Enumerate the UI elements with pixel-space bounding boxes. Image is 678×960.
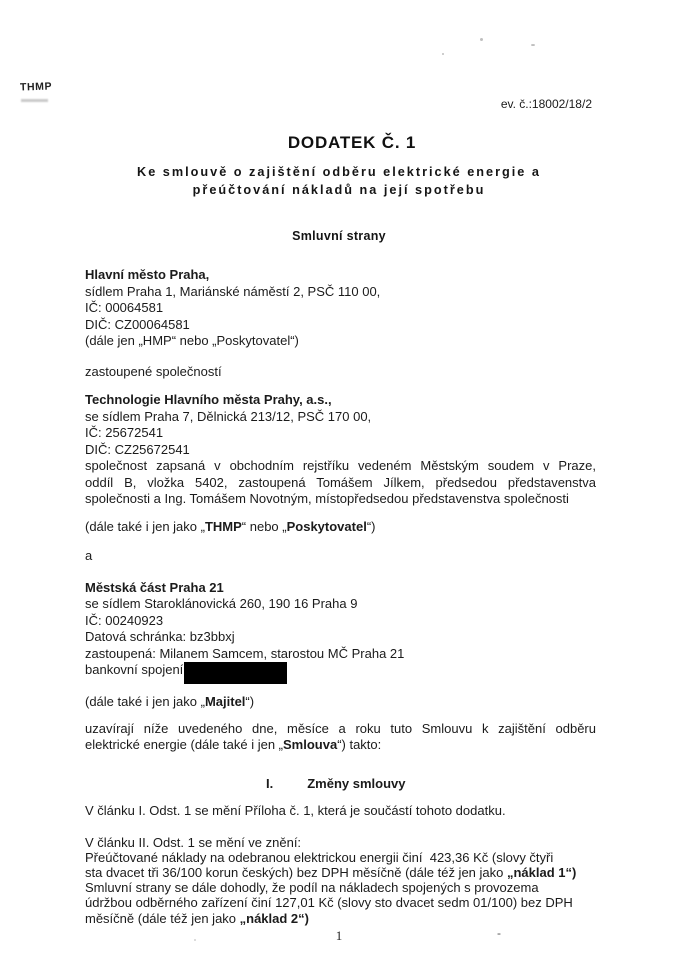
- party-hmp-alias: (dále jen „HMP“ nebo „Poskytovatel“): [85, 333, 299, 348]
- bold-segment: THMP: [204, 518, 242, 534]
- preamble-line1: uzavírají níže uvedeného dne, měsíce a roku tuto Smlouvu k zajištění odběru: [85, 720, 596, 736]
- article1-paragraph2-line4: Smluvní strany se dále dohodly, že podíl na nákladech spojených s provozema: [85, 880, 539, 896]
- preamble-line2: [85, 737, 596, 754]
- contract-body: [85, 267, 596, 926]
- article1-paragraph2-line6: [85, 911, 596, 926]
- party-thmp-registry-line2: oddíl B, vložka 5402, zastoupená Tomášem Jílkem, předsedou představenstva: [85, 474, 596, 490]
- party-hmp-dic: DIČ: CZ00064581: [85, 316, 190, 332]
- text-segment: (dále také i jen jako „: [85, 518, 205, 534]
- stamp-thmp: THMP: [19, 80, 53, 94]
- article1-heading: [85, 776, 596, 793]
- article1-paragraph1: V článku I. Odst. 1 se mění Příloha č. 1, která je součástí tohoto dodatku.: [85, 803, 506, 818]
- party-mc-seat: se sídlem Staroklánovická 260, 190 16 Praha 9: [85, 596, 358, 611]
- parties-heading: Smluvní strany: [292, 229, 386, 243]
- scan-speck: [531, 44, 535, 46]
- bank-label: bankovní spojení: [85, 662, 184, 677]
- scan-speck: [480, 38, 483, 41]
- bold-segment: „náklad 1“): [506, 864, 577, 880]
- text-segment: sta dvacet tři 36/100 korun českých) bez DPH měsíčně (dále též jen jako: [85, 864, 507, 880]
- article-number: I.: [266, 775, 274, 791]
- bold-segment: Majitel: [204, 694, 246, 709]
- party-hmp-represented: zastoupené společností: [85, 363, 222, 379]
- bold-segment: „náklad 2“): [239, 910, 309, 926]
- bold-segment: Smlouva: [283, 737, 338, 752]
- stray-dash: -: [497, 926, 501, 940]
- text-segment: měsíčně (dále též jen jako: [85, 910, 240, 926]
- party-mc-name: Městská část Praha 21: [85, 579, 224, 595]
- article1-paragraph2-line3: [85, 865, 596, 880]
- article-title: Změny smlouvy: [307, 775, 406, 791]
- party-thmp-registry-line1: společnost zapsaná v obchodním rejstříku vedeném Městským soudem v Praze,: [85, 458, 596, 473]
- article1-paragraph2-line2: Přeúčtované náklady na odebranou elektrickou energii činí 423,36 Kč (slovy čtyři: [85, 849, 554, 865]
- party-mc-represented: zastoupená: Milanem Samcem, starostou MČ Praha 21: [85, 645, 405, 661]
- party-thmp-seat: se sídlem Praha 7, Dělnická 213/12, PSČ 170 00,: [85, 408, 372, 424]
- text-segment: (dále také i jen jako „: [85, 694, 205, 709]
- party-hmp-ic: IČ: 00064581: [85, 300, 164, 315]
- party-thmp-ic: IČ: 25672541: [85, 425, 164, 440]
- party-thmp-registry-line3: společnosti a Ing. Tomášem Novotným, místopředsedou představenstva společnosti: [85, 491, 569, 506]
- scan-speck: [442, 53, 444, 55]
- doc-subtitle-line2: přeúčtování nákladů na její spotřebu: [192, 182, 486, 197]
- redaction-box: [184, 662, 287, 684]
- page-number: 1: [335, 928, 343, 943]
- text-segment: “ nebo „: [241, 518, 287, 534]
- text-segment: “) takto:: [337, 737, 382, 752]
- party-hmp-seat: sídlem Praha 1, Mariánské náměstí 2, PSČ 110 00,: [85, 283, 381, 299]
- doc-title: DODATEK Č. 1: [287, 133, 417, 152]
- party-hmp-name: Hlavní město Praha,: [85, 267, 210, 282]
- article1-paragraph2-line5: údržbou odběrného zařízení činí 127,01 Kč (slovy sto dvacet sedm 01/100) bez DPH: [85, 895, 573, 911]
- ev-number: ev. č.:18002/18/2: [500, 97, 592, 111]
- party-thmp-name: Technologie Hlavního města Prahy, a.s.,: [85, 392, 332, 407]
- party-mc-alias: [85, 694, 596, 711]
- text-segment: “): [366, 518, 376, 534]
- text-segment: elektrické energie (dále také i jen „: [85, 737, 283, 752]
- party-mc-databox: Datová schránka: bz3bbxj: [85, 629, 235, 644]
- doc-subtitle-line1: Ke smlouvě o zajištění odběru elektrické energie a: [137, 165, 541, 179]
- conjunction: a: [85, 548, 93, 563]
- bold-segment: Poskytovatel: [286, 518, 367, 534]
- party-mc-ic: IČ: 00240923: [85, 612, 164, 628]
- party-mc-bank-line: [85, 662, 596, 684]
- doc-subtitle: [0, 164, 678, 199]
- text-segment: “): [245, 694, 255, 709]
- article1-paragraph2-line1: V článku II. Odst. 1 se mění ve znění:: [85, 834, 302, 850]
- party-thmp-alias: [85, 519, 596, 536]
- party-thmp-dic: DIČ: CZ25672541: [85, 441, 190, 457]
